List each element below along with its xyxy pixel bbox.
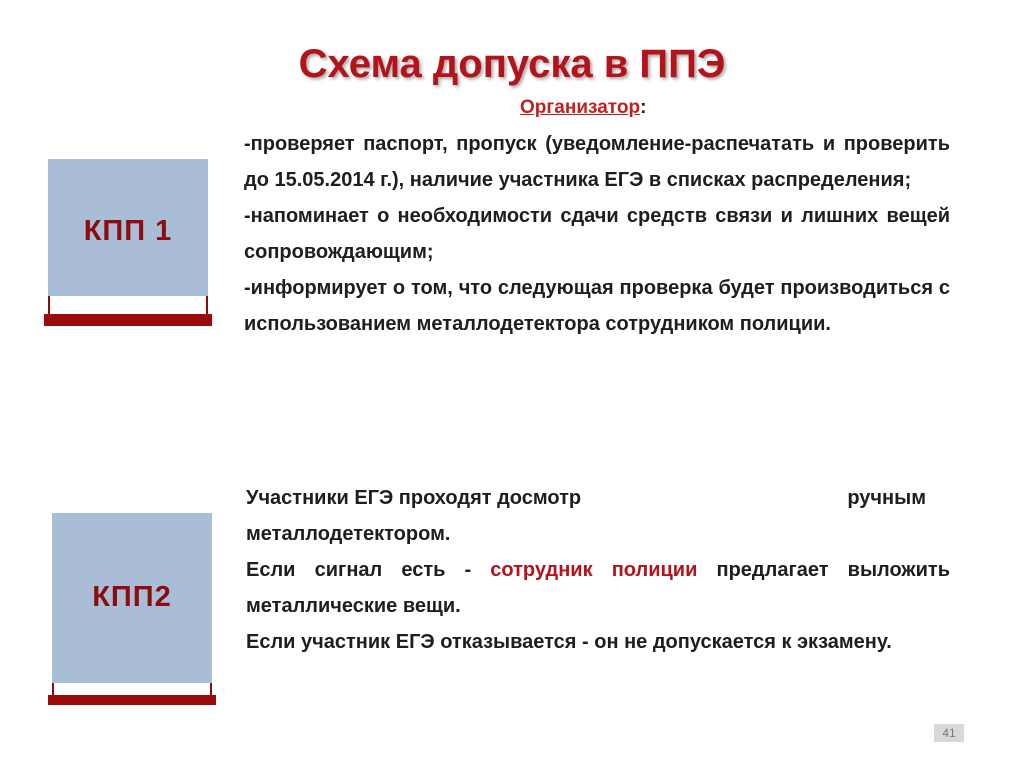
kpp2-card xyxy=(52,513,212,683)
kpp2-paragraph-3: Если участник ЕГЭ отказывается - он не допускается к экзамену. xyxy=(246,631,892,653)
kpp2-paragraph-1-first-line xyxy=(246,480,950,516)
kpp1-line-3: -информирует о том, что следующая проверка будет производиться с использованием металлодетектора сотрудником полиции. xyxy=(244,277,950,335)
kpp2-p2-end: предлагает выложить металлические вещи. xyxy=(246,559,950,617)
slide-title: Схема допуска в ППЭ xyxy=(298,42,726,86)
kpp1-line-1: -проверяет паспорт, пропуск (уведомление-распечатать и проверить до 15.05.2014 г.), наличие участника ЕГЭ в списках распределения; xyxy=(244,133,950,191)
page-number: 41 xyxy=(934,724,964,742)
kpp1-card xyxy=(48,159,208,296)
kpp2-p1-left: Участники ЕГЭ проходят досмотр xyxy=(246,487,582,509)
kpp1-card-strip xyxy=(48,296,208,314)
kpp1-label: КПП 1 xyxy=(83,215,173,247)
organizer-colon: : xyxy=(640,97,647,118)
kpp1-line-2: -напоминает о необходимости сдачи средств связи и лишних вещей сопровождающим; xyxy=(244,205,950,263)
kpp2-label: КПП2 xyxy=(92,581,172,613)
kpp2-p1-right: ручным xyxy=(847,487,926,509)
kpp2-p2-start: Если сигнал есть - xyxy=(246,559,491,581)
kpp2-description xyxy=(246,480,950,660)
kpp2-card-bar xyxy=(48,695,216,705)
kpp2-p2-police: сотрудник полиции xyxy=(490,559,698,581)
kpp2-p1-rest: металлодетектором. xyxy=(246,523,451,545)
organizer-heading xyxy=(520,97,646,119)
kpp1-description xyxy=(244,126,950,342)
organizer-label: Организатор xyxy=(520,97,641,118)
kpp2-paragraph-2 xyxy=(246,552,950,624)
kpp2-card-strip xyxy=(52,683,212,695)
kpp1-card-bar xyxy=(44,314,212,326)
